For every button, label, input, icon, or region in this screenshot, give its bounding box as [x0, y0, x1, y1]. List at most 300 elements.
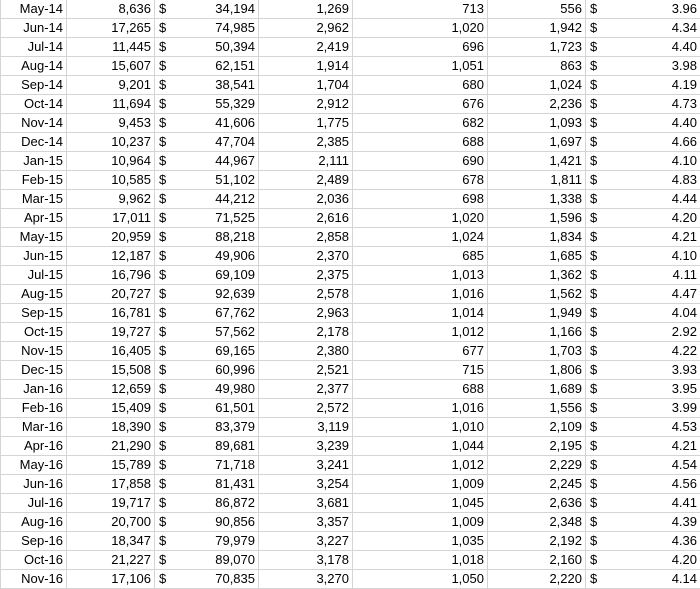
currency-symbol-cell[interactable]: $ — [155, 247, 175, 266]
currency-symbol-cell[interactable]: $ — [155, 418, 175, 437]
value-cell[interactable]: 2,963 — [259, 304, 353, 323]
value-cell[interactable]: 3,254 — [259, 475, 353, 494]
currency-symbol-cell[interactable]: $ — [155, 342, 175, 361]
currency-symbol-cell[interactable]: $ — [586, 437, 610, 456]
month-cell[interactable]: Nov-16 — [1, 570, 67, 589]
value-cell[interactable]: 10,237 — [67, 133, 155, 152]
rate-cell[interactable]: 4.40 — [610, 38, 700, 57]
currency-symbol-cell[interactable]: $ — [155, 190, 175, 209]
currency-symbol-cell[interactable]: $ — [586, 171, 610, 190]
month-cell[interactable]: Sep-16 — [1, 532, 67, 551]
amount-cell[interactable]: 69,165 — [175, 342, 259, 361]
currency-symbol-cell[interactable]: $ — [586, 95, 610, 114]
currency-symbol-cell[interactable]: $ — [586, 247, 610, 266]
currency-symbol-cell[interactable]: $ — [586, 361, 610, 380]
amount-cell[interactable]: 61,501 — [175, 399, 259, 418]
month-cell[interactable]: Dec-15 — [1, 361, 67, 380]
currency-symbol-cell[interactable]: $ — [586, 494, 610, 513]
month-cell[interactable]: Oct-14 — [1, 95, 67, 114]
currency-symbol-cell[interactable]: $ — [586, 114, 610, 133]
rate-cell[interactable]: 4.66 — [610, 133, 700, 152]
amount-cell[interactable]: 51,102 — [175, 171, 259, 190]
currency-symbol-cell[interactable]: $ — [155, 152, 175, 171]
currency-symbol-cell[interactable]: $ — [586, 76, 610, 95]
value-cell[interactable]: 2,521 — [259, 361, 353, 380]
table-row — [1, 133, 700, 152]
value-cell[interactable]: 2,036 — [259, 190, 353, 209]
value-cell[interactable]: 1,093 — [488, 114, 586, 133]
value-cell[interactable]: 1,012 — [353, 323, 488, 342]
value-cell[interactable]: 1,914 — [259, 57, 353, 76]
table-row — [1, 76, 700, 95]
month-cell[interactable]: Sep-15 — [1, 304, 67, 323]
amount-cell[interactable]: 44,212 — [175, 190, 259, 209]
rate-cell[interactable]: 4.56 — [610, 475, 700, 494]
amount-cell[interactable]: 86,872 — [175, 494, 259, 513]
table-row — [1, 361, 700, 380]
rate-cell[interactable]: 4.19 — [610, 76, 700, 95]
value-cell[interactable]: 1,775 — [259, 114, 353, 133]
month-cell[interactable]: Oct-16 — [1, 551, 67, 570]
currency-symbol-cell[interactable]: $ — [586, 570, 610, 589]
rate-cell[interactable]: 4.39 — [610, 513, 700, 532]
currency-symbol-cell[interactable]: $ — [586, 152, 610, 171]
currency-symbol-cell[interactable]: $ — [155, 437, 175, 456]
currency-symbol-cell[interactable]: $ — [586, 304, 610, 323]
value-cell[interactable]: 1,685 — [488, 247, 586, 266]
value-cell[interactable]: 15,409 — [67, 399, 155, 418]
rate-cell[interactable]: 4.44 — [610, 190, 700, 209]
currency-symbol-cell[interactable]: $ — [586, 513, 610, 532]
currency-symbol-cell[interactable]: $ — [155, 285, 175, 304]
currency-symbol-cell[interactable]: $ — [586, 57, 610, 76]
month-cell[interactable]: Jan-15 — [1, 152, 67, 171]
value-cell[interactable]: 713 — [353, 0, 488, 19]
rate-cell[interactable]: 4.21 — [610, 228, 700, 247]
value-cell[interactable]: 10,585 — [67, 171, 155, 190]
amount-cell[interactable]: 81,431 — [175, 475, 259, 494]
value-cell[interactable]: 2,245 — [488, 475, 586, 494]
currency-symbol-cell[interactable]: $ — [155, 399, 175, 418]
value-cell[interactable]: 3,357 — [259, 513, 353, 532]
amount-cell[interactable]: 69,109 — [175, 266, 259, 285]
table-row — [1, 19, 700, 38]
value-cell[interactable]: 12,187 — [67, 247, 155, 266]
currency-symbol-cell[interactable]: $ — [155, 114, 175, 133]
rate-cell[interactable]: 4.11 — [610, 266, 700, 285]
month-cell[interactable]: Feb-15 — [1, 171, 67, 190]
value-cell[interactable]: 1,562 — [488, 285, 586, 304]
amount-cell[interactable]: 50,394 — [175, 38, 259, 57]
month-cell[interactable]: Jun-16 — [1, 475, 67, 494]
table-row — [1, 551, 700, 570]
currency-symbol-cell[interactable]: $ — [155, 133, 175, 152]
table-row — [1, 323, 700, 342]
value-cell[interactable]: 19,727 — [67, 323, 155, 342]
value-cell[interactable]: 1,269 — [259, 0, 353, 19]
value-cell[interactable]: 15,607 — [67, 57, 155, 76]
value-cell[interactable]: 1,556 — [488, 399, 586, 418]
value-cell[interactable]: 1,018 — [353, 551, 488, 570]
value-cell[interactable]: 2,380 — [259, 342, 353, 361]
month-cell[interactable]: Jul-14 — [1, 38, 67, 57]
value-cell[interactable]: 2,160 — [488, 551, 586, 570]
table-row — [1, 209, 700, 228]
currency-symbol-cell[interactable]: $ — [155, 19, 175, 38]
table-row — [1, 494, 700, 513]
amount-cell[interactable]: 60,996 — [175, 361, 259, 380]
rate-cell[interactable]: 3.99 — [610, 399, 700, 418]
value-cell[interactable]: 17,011 — [67, 209, 155, 228]
value-cell[interactable]: 2,348 — [488, 513, 586, 532]
amount-cell[interactable]: 57,562 — [175, 323, 259, 342]
month-cell[interactable]: Apr-15 — [1, 209, 67, 228]
rate-cell[interactable]: 4.21 — [610, 437, 700, 456]
value-cell[interactable]: 1,016 — [353, 285, 488, 304]
month-cell[interactable]: Feb-16 — [1, 399, 67, 418]
table-row — [1, 228, 700, 247]
amount-cell[interactable]: 34,194 — [175, 0, 259, 19]
value-cell[interactable]: 698 — [353, 190, 488, 209]
value-cell[interactable]: 682 — [353, 114, 488, 133]
table-row — [1, 342, 700, 361]
value-cell[interactable]: 2,195 — [488, 437, 586, 456]
month-cell[interactable]: Mar-15 — [1, 190, 67, 209]
rate-cell[interactable]: 3.95 — [610, 380, 700, 399]
value-cell[interactable]: 18,390 — [67, 418, 155, 437]
amount-cell[interactable]: 90,856 — [175, 513, 259, 532]
table-row — [1, 57, 700, 76]
currency-symbol-cell[interactable]: $ — [586, 266, 610, 285]
value-cell[interactable]: 715 — [353, 361, 488, 380]
value-cell[interactable]: 3,681 — [259, 494, 353, 513]
value-cell[interactable]: 1,421 — [488, 152, 586, 171]
table-row — [1, 247, 700, 266]
value-cell[interactable]: 2,377 — [259, 380, 353, 399]
currency-symbol-cell[interactable]: $ — [155, 456, 175, 475]
value-cell[interactable]: 677 — [353, 342, 488, 361]
currency-symbol-cell[interactable]: $ — [586, 190, 610, 209]
table-row — [1, 171, 700, 190]
rate-cell[interactable]: 4.73 — [610, 95, 700, 114]
value-cell[interactable]: 688 — [353, 133, 488, 152]
table-row — [1, 437, 700, 456]
value-cell[interactable]: 1,051 — [353, 57, 488, 76]
value-cell[interactable]: 16,781 — [67, 304, 155, 323]
rate-cell[interactable]: 3.98 — [610, 57, 700, 76]
value-cell[interactable]: 17,106 — [67, 570, 155, 589]
value-cell[interactable]: 2,178 — [259, 323, 353, 342]
value-cell[interactable]: 3,239 — [259, 437, 353, 456]
currency-symbol-cell[interactable]: $ — [155, 228, 175, 247]
value-cell[interactable]: 1,697 — [488, 133, 586, 152]
value-cell[interactable]: 2,229 — [488, 456, 586, 475]
value-cell[interactable]: 20,700 — [67, 513, 155, 532]
value-cell[interactable]: 680 — [353, 76, 488, 95]
value-cell[interactable]: 3,119 — [259, 418, 353, 437]
value-cell[interactable]: 1,166 — [488, 323, 586, 342]
rate-cell[interactable]: 4.20 — [610, 209, 700, 228]
value-cell[interactable]: 2,489 — [259, 171, 353, 190]
month-cell[interactable]: Apr-16 — [1, 437, 67, 456]
rate-cell[interactable]: 4.40 — [610, 114, 700, 133]
currency-symbol-cell[interactable]: $ — [155, 57, 175, 76]
value-cell[interactable]: 676 — [353, 95, 488, 114]
amount-cell[interactable]: 92,639 — [175, 285, 259, 304]
value-cell[interactable]: 20,727 — [67, 285, 155, 304]
value-cell[interactable]: 2,192 — [488, 532, 586, 551]
currency-symbol-cell[interactable]: $ — [586, 38, 610, 57]
value-cell[interactable]: 2,419 — [259, 38, 353, 57]
amount-cell[interactable]: 89,681 — [175, 437, 259, 456]
currency-symbol-cell[interactable]: $ — [155, 323, 175, 342]
value-cell[interactable]: 2,616 — [259, 209, 353, 228]
value-cell[interactable]: 1,020 — [353, 209, 488, 228]
currency-symbol-cell[interactable]: $ — [586, 209, 610, 228]
month-cell[interactable]: May-16 — [1, 456, 67, 475]
table-row — [1, 456, 700, 475]
month-cell[interactable]: May-14 — [1, 0, 67, 19]
value-cell[interactable]: 19,717 — [67, 494, 155, 513]
value-cell[interactable]: 15,508 — [67, 361, 155, 380]
value-cell[interactable]: 1,703 — [488, 342, 586, 361]
value-cell[interactable]: 18,347 — [67, 532, 155, 551]
value-cell[interactable]: 12,659 — [67, 380, 155, 399]
amount-cell[interactable]: 49,980 — [175, 380, 259, 399]
value-cell[interactable]: 1,024 — [353, 228, 488, 247]
value-cell[interactable]: 2,385 — [259, 133, 353, 152]
month-cell[interactable]: Jul-15 — [1, 266, 67, 285]
value-cell[interactable]: 2,636 — [488, 494, 586, 513]
currency-symbol-cell[interactable]: $ — [155, 76, 175, 95]
value-cell[interactable]: 3,241 — [259, 456, 353, 475]
value-cell[interactable]: 2,220 — [488, 570, 586, 589]
amount-cell[interactable]: 83,379 — [175, 418, 259, 437]
month-cell[interactable]: Sep-14 — [1, 76, 67, 95]
month-cell[interactable]: Nov-15 — [1, 342, 67, 361]
amount-cell[interactable]: 89,070 — [175, 551, 259, 570]
rate-cell[interactable]: 4.04 — [610, 304, 700, 323]
currency-symbol-cell[interactable]: $ — [155, 38, 175, 57]
value-cell[interactable]: 1,704 — [259, 76, 353, 95]
amount-cell[interactable]: 74,985 — [175, 19, 259, 38]
value-cell[interactable]: 1,942 — [488, 19, 586, 38]
table-row — [1, 38, 700, 57]
value-cell[interactable]: 2,578 — [259, 285, 353, 304]
currency-symbol-cell[interactable]: $ — [586, 342, 610, 361]
value-cell[interactable]: 20,959 — [67, 228, 155, 247]
currency-symbol-cell[interactable]: $ — [586, 0, 610, 19]
value-cell[interactable]: 685 — [353, 247, 488, 266]
value-cell[interactable]: 863 — [488, 57, 586, 76]
rate-cell[interactable]: 4.14 — [610, 570, 700, 589]
currency-symbol-cell[interactable]: $ — [155, 304, 175, 323]
currency-symbol-cell[interactable]: $ — [586, 418, 610, 437]
spreadsheet-body — [1, 0, 700, 589]
month-cell[interactable]: Jun-15 — [1, 247, 67, 266]
currency-symbol-cell[interactable]: $ — [586, 399, 610, 418]
value-cell[interactable]: 1,362 — [488, 266, 586, 285]
currency-symbol-cell[interactable]: $ — [155, 380, 175, 399]
value-cell[interactable]: 1,016 — [353, 399, 488, 418]
rate-cell[interactable]: 4.20 — [610, 551, 700, 570]
value-cell[interactable]: 2,962 — [259, 19, 353, 38]
rate-cell[interactable]: 2.92 — [610, 323, 700, 342]
amount-cell[interactable]: 62,151 — [175, 57, 259, 76]
value-cell[interactable]: 1,045 — [353, 494, 488, 513]
month-cell[interactable]: Nov-14 — [1, 114, 67, 133]
value-cell[interactable]: 1,689 — [488, 380, 586, 399]
currency-symbol-cell[interactable]: $ — [155, 95, 175, 114]
value-cell[interactable]: 9,201 — [67, 76, 155, 95]
value-cell[interactable]: 690 — [353, 152, 488, 171]
value-cell[interactable]: 11,445 — [67, 38, 155, 57]
currency-symbol-cell[interactable]: $ — [586, 475, 610, 494]
value-cell[interactable]: 1,806 — [488, 361, 586, 380]
table-row — [1, 475, 700, 494]
currency-symbol-cell[interactable]: $ — [586, 380, 610, 399]
rate-cell[interactable]: 4.10 — [610, 247, 700, 266]
amount-cell[interactable]: 70,835 — [175, 570, 259, 589]
value-cell[interactable]: 2,858 — [259, 228, 353, 247]
month-cell[interactable]: May-15 — [1, 228, 67, 247]
value-cell[interactable]: 17,858 — [67, 475, 155, 494]
currency-symbol-cell[interactable]: $ — [155, 494, 175, 513]
value-cell[interactable]: 15,789 — [67, 456, 155, 475]
value-cell[interactable]: 21,290 — [67, 437, 155, 456]
rate-cell[interactable]: 4.53 — [610, 418, 700, 437]
table-row — [1, 285, 700, 304]
value-cell[interactable]: 16,405 — [67, 342, 155, 361]
value-cell[interactable]: 556 — [488, 0, 586, 19]
value-cell[interactable]: 1,012 — [353, 456, 488, 475]
amount-cell[interactable]: 44,967 — [175, 152, 259, 171]
value-cell[interactable]: 1,010 — [353, 418, 488, 437]
rate-cell[interactable]: 4.22 — [610, 342, 700, 361]
value-cell[interactable]: 1,009 — [353, 475, 488, 494]
currency-symbol-cell[interactable]: $ — [586, 456, 610, 475]
value-cell[interactable]: 678 — [353, 171, 488, 190]
value-cell[interactable]: 1,050 — [353, 570, 488, 589]
month-cell[interactable]: Aug-15 — [1, 285, 67, 304]
rate-cell[interactable]: 4.10 — [610, 152, 700, 171]
value-cell[interactable]: 2,912 — [259, 95, 353, 114]
currency-symbol-cell[interactable]: $ — [586, 551, 610, 570]
amount-cell[interactable]: 49,906 — [175, 247, 259, 266]
rate-cell[interactable]: 4.41 — [610, 494, 700, 513]
month-cell[interactable]: Aug-14 — [1, 57, 67, 76]
table-row — [1, 399, 700, 418]
amount-cell[interactable]: 41,606 — [175, 114, 259, 133]
currency-symbol-cell[interactable]: $ — [155, 532, 175, 551]
amount-cell[interactable]: 67,762 — [175, 304, 259, 323]
value-cell[interactable]: 16,796 — [67, 266, 155, 285]
amount-cell[interactable]: 88,218 — [175, 228, 259, 247]
currency-symbol-cell[interactable]: $ — [586, 19, 610, 38]
value-cell[interactable]: 3,270 — [259, 570, 353, 589]
currency-symbol-cell[interactable]: $ — [155, 209, 175, 228]
month-cell[interactable]: Jan-16 — [1, 380, 67, 399]
value-cell[interactable]: 2,370 — [259, 247, 353, 266]
currency-symbol-cell[interactable]: $ — [155, 475, 175, 494]
month-cell[interactable]: Aug-16 — [1, 513, 67, 532]
amount-cell[interactable]: 71,718 — [175, 456, 259, 475]
currency-symbol-cell[interactable]: $ — [155, 570, 175, 589]
currency-symbol-cell[interactable]: $ — [155, 551, 175, 570]
value-cell[interactable]: 3,227 — [259, 532, 353, 551]
month-cell[interactable]: Dec-14 — [1, 133, 67, 152]
amount-cell[interactable]: 79,979 — [175, 532, 259, 551]
value-cell[interactable]: 1,024 — [488, 76, 586, 95]
value-cell[interactable]: 3,178 — [259, 551, 353, 570]
value-cell[interactable]: 1,013 — [353, 266, 488, 285]
value-cell[interactable]: 17,265 — [67, 19, 155, 38]
value-cell[interactable]: 1,035 — [353, 532, 488, 551]
currency-symbol-cell[interactable]: $ — [155, 361, 175, 380]
value-cell[interactable]: 8,636 — [67, 0, 155, 19]
rate-cell[interactable]: 4.36 — [610, 532, 700, 551]
currency-symbol-cell[interactable]: $ — [586, 133, 610, 152]
amount-cell[interactable]: 38,541 — [175, 76, 259, 95]
value-cell[interactable]: 696 — [353, 38, 488, 57]
value-cell[interactable]: 2,111 — [259, 152, 353, 171]
value-cell[interactable]: 2,236 — [488, 95, 586, 114]
value-cell[interactable]: 2,572 — [259, 399, 353, 418]
currency-symbol-cell[interactable]: $ — [155, 266, 175, 285]
currency-symbol-cell[interactable]: $ — [586, 323, 610, 342]
value-cell[interactable]: 2,375 — [259, 266, 353, 285]
currency-symbol-cell[interactable]: $ — [155, 513, 175, 532]
currency-symbol-cell[interactable]: $ — [155, 171, 175, 190]
rate-cell[interactable]: 4.54 — [610, 456, 700, 475]
value-cell[interactable]: 1,811 — [488, 171, 586, 190]
rate-cell[interactable]: 4.47 — [610, 285, 700, 304]
value-cell[interactable]: 9,453 — [67, 114, 155, 133]
table-row — [1, 152, 700, 171]
month-cell[interactable]: Mar-16 — [1, 418, 67, 437]
value-cell[interactable]: 1,723 — [488, 38, 586, 57]
rate-cell[interactable]: 4.83 — [610, 171, 700, 190]
value-cell[interactable]: 9,962 — [67, 190, 155, 209]
value-cell[interactable]: 2,109 — [488, 418, 586, 437]
amount-cell[interactable]: 55,329 — [175, 95, 259, 114]
rate-cell[interactable]: 3.93 — [610, 361, 700, 380]
amount-cell[interactable]: 47,704 — [175, 133, 259, 152]
value-cell[interactable]: 10,964 — [67, 152, 155, 171]
currency-symbol-cell[interactable]: $ — [586, 532, 610, 551]
value-cell[interactable]: 688 — [353, 380, 488, 399]
value-cell[interactable]: 1,834 — [488, 228, 586, 247]
value-cell[interactable]: 1,949 — [488, 304, 586, 323]
month-cell[interactable]: Oct-15 — [1, 323, 67, 342]
rate-cell[interactable]: 4.34 — [610, 19, 700, 38]
currency-symbol-cell[interactable]: $ — [586, 228, 610, 247]
value-cell[interactable]: 1,338 — [488, 190, 586, 209]
value-cell[interactable]: 1,044 — [353, 437, 488, 456]
value-cell[interactable]: 21,227 — [67, 551, 155, 570]
rate-cell[interactable]: 3.96 — [610, 0, 700, 19]
month-cell[interactable]: Jul-16 — [1, 494, 67, 513]
currency-symbol-cell[interactable]: $ — [586, 285, 610, 304]
amount-cell[interactable]: 71,525 — [175, 209, 259, 228]
currency-symbol-cell[interactable]: $ — [155, 0, 175, 19]
value-cell[interactable]: 1,020 — [353, 19, 488, 38]
value-cell[interactable]: 1,596 — [488, 209, 586, 228]
month-cell[interactable]: Jun-14 — [1, 19, 67, 38]
value-cell[interactable]: 11,694 — [67, 95, 155, 114]
value-cell[interactable]: 1,009 — [353, 513, 488, 532]
value-cell[interactable]: 1,014 — [353, 304, 488, 323]
